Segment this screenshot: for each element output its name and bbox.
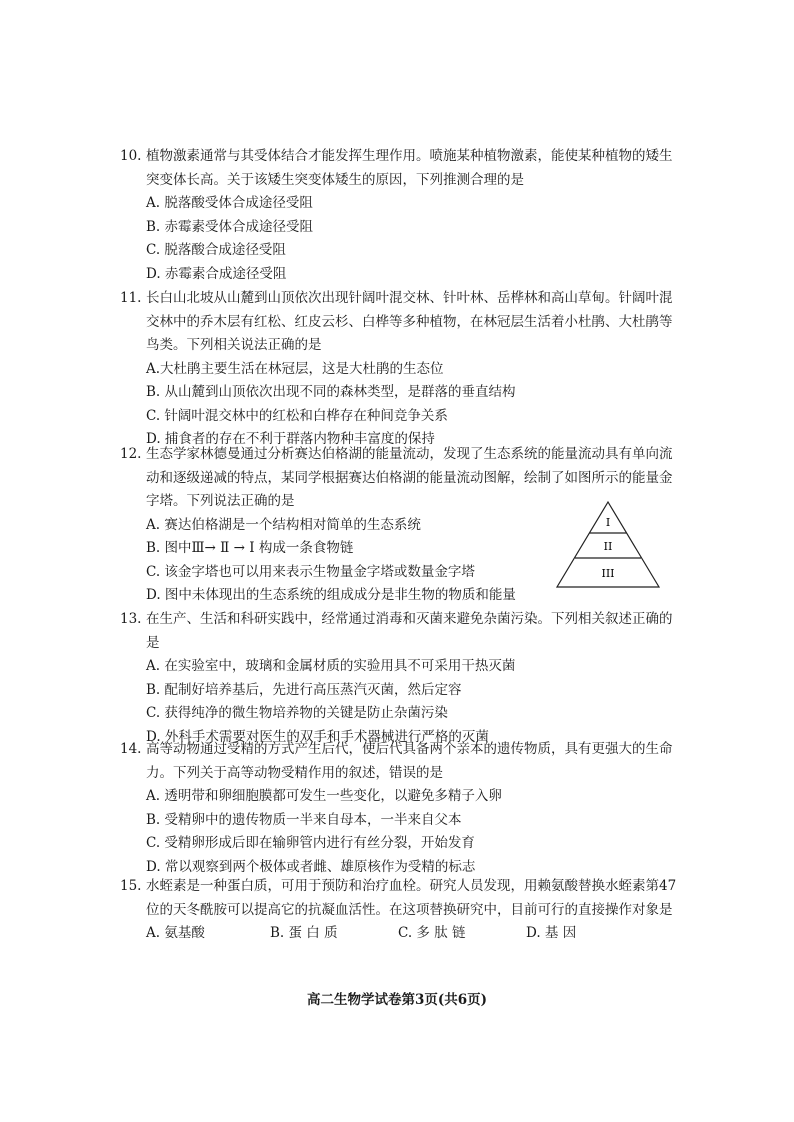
question-text: 生态学家林德曼通过分析赛达伯格湖的能量流动，发现了生态系统的能量流动具有单向流动和逐级递减的特点，某同学根据赛达伯格湖的能量流动图解，绘制了如图所示的能量金字塔。下列说法正确的是 (146, 446, 673, 509)
question-text: 水蛭素是一种蛋白质，可用于预防和治疗血栓。研究人员发现，用赖氨酸替换水蛭素第47位的天冬酰胺可以提高它的抗凝血活性。在这项替换研究中，目前可行的直接操作对象是 (146, 878, 677, 918)
question-number: 14. (120, 741, 142, 757)
pyramid-level-2-label: II (603, 540, 613, 553)
question-text: 植物激素通常与其受体结合才能发挥生理作用。喷施某种植物激素，能使某种植物的矮生突变体长高。关于该矮生突变体矮生的原因，下列推测合理的是 (146, 148, 673, 188)
option-d: D. 赤霉素合成途径受阻 (146, 265, 287, 282)
option-a: A. 赛达伯格湖是一个结构相对简单的生态系统 (146, 516, 421, 533)
option-b: B. 受精卵中的遗传物质一半来自母本，一半来自父本 (146, 811, 462, 828)
question-number: 15. (120, 878, 142, 894)
option-d: D. 捕食者的存在不利于群落内物种丰富度的保持 (146, 431, 435, 447)
options-row (120, 922, 680, 946)
question-number: 12. (120, 446, 142, 462)
question-text: 长白山北坡从山麓到山顶依次出现针阔叶混交林、针叶林、岳桦林和高山草甸。针阔叶混交林中的乔木层有红松、红皮云杉、白桦等多种植物，在林冠层生活着小杜鹃、大杜鹃等鸟类。下列相关说法正确的是 (146, 290, 673, 353)
question-stem (120, 287, 680, 358)
option-a: A. 氨基酸 (146, 925, 205, 941)
question-11 (120, 287, 680, 452)
page-footer: 高二生物学试卷第3页(共6页) (306, 992, 488, 1008)
energy-pyramid-figure (555, 500, 661, 590)
question-13 (120, 608, 680, 749)
option-c: C. 受精卵形成后即在输卵管内进行有丝分裂，开始发育 (146, 835, 475, 851)
question-text: 高等动物通过受精的方式产生后代，使后代具备两个亲本的遗传物质，具有更强大的生命力。下列关于高等动物受精作用的叙述，错误的是 (146, 741, 673, 781)
pyramid-level-1-label: I (605, 516, 611, 529)
question-10 (120, 145, 680, 286)
option-c: C. 多 肽 链 (398, 925, 466, 941)
pyramid-level-3-label: III (601, 567, 615, 580)
question-15 (120, 875, 680, 946)
option-a: A.大杜鹃主要生活在林冠层，这是大杜鹃的生态位 (146, 360, 444, 377)
option-c: C. 该金字塔也可以用来表示生物量金字塔或数量金字塔 (146, 563, 475, 580)
option-d: D. 基 因 (526, 925, 577, 941)
option-b: B. 配制好培养基后，先进行高压蒸汽灭菌，然后定容 (146, 681, 462, 698)
question-text: 在生产、生活和科研实践中，经常通过消毒和灭菌来避免杂菌污染。下列相关叙述正确的是 (146, 611, 673, 651)
option-b: B. 图中Ⅲ→ Ⅱ → I 构成一条食物链 (146, 540, 354, 556)
option-a: A. 脱落酸受体合成途径受阻 (146, 195, 313, 211)
question-number: 13. (120, 611, 142, 627)
option-c: C. 针阔叶混交林中的红松和白桦存在种间竞争关系 (146, 407, 448, 424)
question-stem (120, 738, 680, 785)
question-number: 10. (120, 148, 142, 164)
option-d: D. 外科手术需要对医生的双手和手术器械进行严格的灭菌 (146, 728, 489, 745)
question-number: 11. (120, 290, 142, 306)
option-b: B. 赤霉素受体合成途径受阻 (146, 218, 314, 235)
option-d: D. 常以观察到两个极体或者雌、雄原核作为受精的标志 (146, 858, 476, 875)
question-14 (120, 738, 680, 879)
option-c: C. 脱落酸合成途径受阻 (146, 242, 286, 258)
question-stem (120, 608, 680, 655)
option-c: C. 获得纯净的微生物培养物的关键是防止杂菌污染 (146, 705, 448, 721)
question-stem (120, 875, 680, 922)
option-a: A. 在实验室中，玻璃和金属材质的实验用具不可采用干热灭菌 (146, 658, 516, 674)
option-a: A. 透明带和卵细胞膜都可发生一些变化，以避免多精子入卵 (146, 788, 502, 804)
question-stem (120, 145, 680, 192)
option-d: D. 图中未体现出的生态系统的组成成分是非生物的物质和能量 (146, 587, 516, 603)
option-b: B. 从山麓到山顶依次出现不同的森林类型，是群落的垂直结构 (146, 384, 516, 400)
option-b: B. 蛋 白 质 (270, 925, 338, 941)
